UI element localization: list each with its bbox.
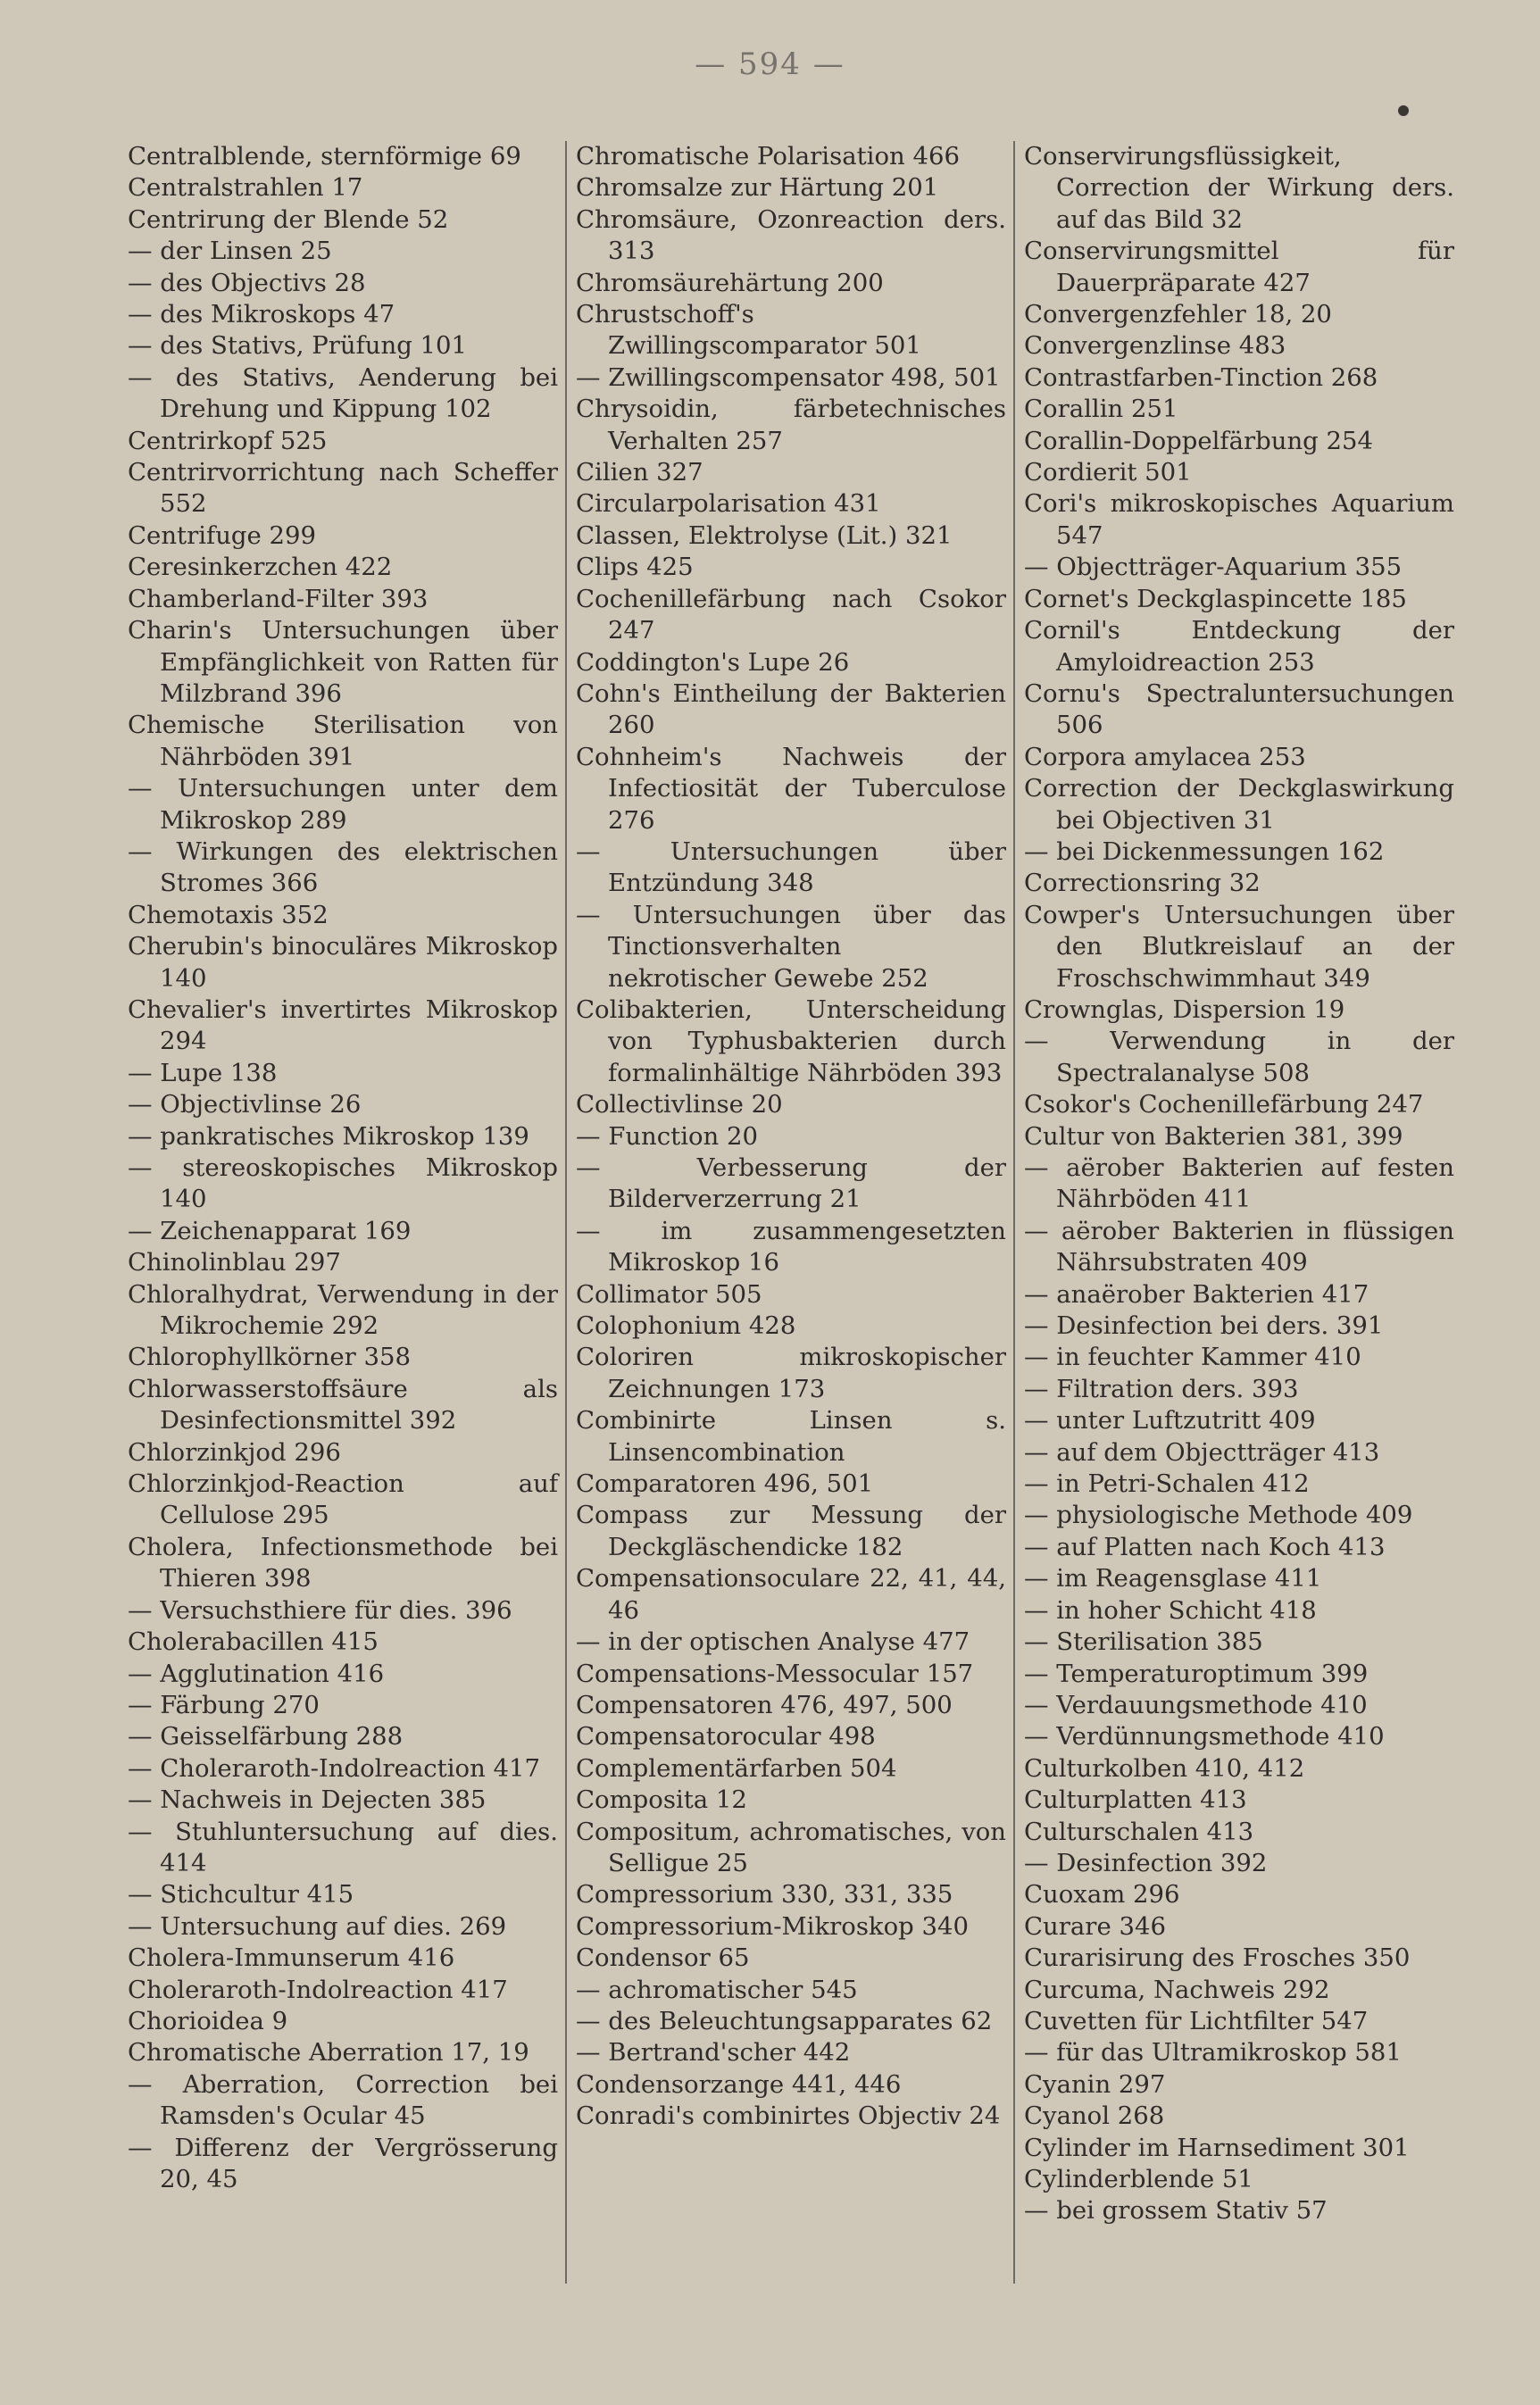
index-entry: — der Linsen 25 <box>128 237 332 266</box>
index-entry: — des Beleuchtungsapparates 62 <box>576 2006 993 2035</box>
index-entry: — Untersuchungen unter dem Mikroskop 289 <box>128 774 558 835</box>
index-entry: Curare 346 <box>1024 1911 1166 1941</box>
index-entry: Cultur von Bakterien 381, 399 <box>1024 1121 1403 1151</box>
index-entry: Conradi's combinirtes Objectiv 24 <box>576 2101 1001 2131</box>
index-entry: Choleraroth-Indolreaction 417 <box>128 1975 508 2004</box>
index-entry: Cherubin's binoculäres Mikroskop 140 <box>128 932 558 993</box>
index-entry: Conservirungsmittel für Dauerpräparate 427 <box>1024 237 1454 297</box>
index-entry: — Verbesserung der Bilderverzerrung 21 <box>576 1153 1006 1214</box>
index-entry: Chemische Sterilisation von Nährböden 391 <box>128 711 558 771</box>
index-entry: — Untersuchungen über Entzündung 348 <box>576 836 1006 898</box>
index-entry: Combinirte Linsen s. Linsencombination <box>576 1406 1006 1467</box>
index-entry: Contrastfarben-Tinction 268 <box>1024 362 1378 392</box>
index-entry: Chemotaxis 352 <box>128 900 329 929</box>
page-number: — 594 — <box>695 46 845 82</box>
index-entry: Cholera, Infectionsmethode bei Thieren 398 <box>128 1532 558 1594</box>
index-entry: Csokor's Cochenillefärbung 247 <box>1024 1090 1424 1119</box>
index-entry: Centrirkopf 525 <box>128 426 328 455</box>
index-entry: Cuoxam 296 <box>1024 1880 1180 1910</box>
index-entry: — in der optischen Analyse 477 <box>576 1627 970 1657</box>
index-entry: Chromsäurehärtung 200 <box>576 268 884 297</box>
index-entry: — des Mikroskops 47 <box>128 300 395 329</box>
index-entry: — Verdauungsmethode 410 <box>1024 1690 1368 1719</box>
index-entry: Collectivlinse 20 <box>576 1090 783 1119</box>
index-entry: Culturschalen 413 <box>1024 1817 1254 1846</box>
index-entry: Cuvetten für Lichtfilter 547 <box>1024 2006 1369 2035</box>
index-column-3 <box>1013 141 1461 2284</box>
index-entry: Centrirvorrichtung nach Scheffer 552 <box>128 458 558 519</box>
index-entry: Cylinder im Harnsediment 301 <box>1024 2133 1410 2162</box>
index-column-1 <box>119 141 565 2284</box>
index-entry: — Differenz der Vergrösserung 20, 45 <box>128 2133 558 2193</box>
index-entry: — Agglutination 416 <box>128 1659 385 1688</box>
index-entry: — Zwillingscompensator 498, 501 <box>576 362 1001 392</box>
index-entry: — im zusammengesetzten Mikroskop 16 <box>576 1216 1006 1277</box>
index-entry: — aërober Bakterien in flüssigen Nährsubstraten 409 <box>1024 1216 1454 1277</box>
index-entry: Centrifuge 299 <box>128 520 317 550</box>
index-entry: Compositum, achromatisches, von Selligue 25 <box>576 1817 1006 1877</box>
index-entry: Chromatische Aberration 17, 19 <box>128 2038 529 2068</box>
index-entry: — Verwendung in der Spectralanalyse 508 <box>1024 1027 1454 1087</box>
index-entry: Condensor 65 <box>576 1943 750 1973</box>
index-entry: Colibakterien, Unterscheidung von Typhusbakterien durch formalinhältige Nährböden 393 <box>576 994 1006 1087</box>
index-entry: Chorioidea 9 <box>128 2006 288 2035</box>
index-entry: Culturplatten 413 <box>1024 1785 1247 1815</box>
index-entry: — physiologische Methode 409 <box>1024 1501 1413 1530</box>
index-entry: Chlorwasserstoffsäure als Desinfectionsmittel 392 <box>128 1374 558 1436</box>
index-entry: — Untersuchung auf dies. 269 <box>128 1911 507 1941</box>
index-entry: Centrirung der Blende 52 <box>128 204 449 234</box>
index-entry: Corpora amylacea 253 <box>1024 742 1306 771</box>
index-entry: — Wirkungen des elektrischen Stromes 366 <box>128 836 558 898</box>
index-entry: Cholerabacillen 415 <box>128 1627 379 1657</box>
index-entry: — in feuchter Kammer 410 <box>1024 1343 1361 1372</box>
index-entry: — Stichcultur 415 <box>128 1880 354 1910</box>
index-entry: — Lupe 138 <box>128 1058 278 1087</box>
index-entry: Compensationsoculare 22, 41, 44, 46 <box>576 1564 1006 1625</box>
index-entry: — Versuchsthiere für dies. 396 <box>128 1595 512 1625</box>
index-entry: Classen, Elektrolyse (Lit.) 321 <box>576 520 953 550</box>
index-entry: Collimator 505 <box>576 1279 762 1309</box>
index-entry: Convergenzlinse 483 <box>1024 331 1286 361</box>
index-entry: — Sterilisation 385 <box>1024 1627 1263 1657</box>
index-entry: — Untersuchungen über das Tinctionsverhalten nekrotischer Gewebe 252 <box>576 900 1006 993</box>
index-entry: Cori's mikroskopisches Aquarium 547 <box>1024 489 1454 550</box>
index-entry: — Objectträger-Aquarium 355 <box>1024 553 1403 582</box>
index-entry: — Choleraroth-Indolreaction 417 <box>128 1753 541 1783</box>
index-column-2 <box>565 141 1013 2284</box>
index-entry: Centralblende, sternförmige 69 <box>128 142 521 171</box>
index-entry: Coddington's Lupe 26 <box>576 647 850 677</box>
index-entry: Chloralhydrat, Verwendung in der Mikrochemie 292 <box>128 1279 558 1341</box>
index-entry: — des Stativs, Prüfung 101 <box>128 331 468 361</box>
index-entry: — aërober Bakterien auf festen Nährböden 411 <box>1024 1153 1454 1214</box>
index-entry: Compensations-Messocular 157 <box>576 1659 974 1688</box>
index-entry: Cylinderblende 51 <box>1024 2165 1253 2193</box>
index-entry: Convergenzfehler 18, 20 <box>1024 300 1332 329</box>
index-entry: — Nachweis in Dejecten 385 <box>128 1785 487 1815</box>
index-entry: Coloriren mikroskopischer Zeichnungen 173 <box>576 1343 1006 1403</box>
index-entry: Cilien 327 <box>576 458 703 487</box>
index-entry: — Geisselfärbung 288 <box>128 1722 404 1752</box>
index-entry: — Filtration ders. 393 <box>1024 1374 1299 1403</box>
index-entry: — unter Luftzutritt 409 <box>1024 1406 1316 1436</box>
index-entry: Cohn's Eintheilung der Bakterien 260 <box>576 678 1006 740</box>
index-entry: Cornu's Spectraluntersuchungen 506 <box>1024 678 1454 740</box>
index-entry: Cholera-Immunserum 416 <box>128 1943 455 1973</box>
index-entry: Cyanol 268 <box>1024 2101 1165 2131</box>
index-entry: Chlorzinkjod-Reaction auf Cellulose 295 <box>128 1469 558 1530</box>
index-entry: — pankratisches Mikroskop 139 <box>128 1121 529 1151</box>
index-entry: Chromatische Polarisation 466 <box>576 142 960 171</box>
index-entry: — auf Platten nach Koch 413 <box>1024 1532 1386 1561</box>
index-entry: Chevalier's invertirtes Mikroskop 294 <box>128 994 558 1056</box>
index-entry: Cyanin 297 <box>1024 2069 1166 2099</box>
index-entry: — des Stativs, Aenderung bei Drehung und Kippung 102 <box>128 362 558 424</box>
index-entry: Comparatoren 496, 501 <box>576 1469 874 1499</box>
index-entry: Correctionsring 32 <box>1024 869 1261 898</box>
index-entry: Chamberland-Filter 393 <box>128 584 429 613</box>
index-entry: Chrustschoff's Zwillingscomparator 501 <box>576 300 921 361</box>
index-entry: — achromatischer 545 <box>576 1975 858 2004</box>
index-entry: Composita 12 <box>576 1785 747 1815</box>
index-entry: — Objectivlinse 26 <box>128 1090 362 1119</box>
index-entry: Condensorzange 441, 446 <box>576 2069 902 2099</box>
index-entry: — auf dem Objectträger 413 <box>1024 1437 1380 1467</box>
index-entry: Corallin-Doppelfärbung 254 <box>1024 426 1373 455</box>
index-entry: — Desinfection bei ders. 391 <box>1024 1311 1384 1341</box>
index-entry: Corallin 251 <box>1024 395 1178 424</box>
index-entry: — bei Dickenmessungen 162 <box>1024 836 1385 866</box>
index-entry: — bei grossem Stativ 57 <box>1024 2196 1328 2226</box>
index-entry: Complementärfarben 504 <box>576 1753 897 1783</box>
index-entry: — im Reagensglase 411 <box>1024 1564 1322 1594</box>
index-entry: Ceresinkerzchen 422 <box>128 553 393 582</box>
index-entry: Charin's Untersuchungen über Empfänglichkeit von Ratten für Milzbrand 396 <box>128 616 558 708</box>
index-entry: Compensatorocular 498 <box>576 1722 876 1752</box>
index-entry: Chrysoidin, färbetechnisches Verhalten 257 <box>576 395 1006 455</box>
index-entry: Chromsalze zur Härtung 201 <box>576 173 939 203</box>
index-entry: Circularpolarisation 431 <box>576 489 881 519</box>
index-entry: — Stuhluntersuchung auf dies. 414 <box>128 1817 558 1877</box>
ink-spot <box>1398 105 1409 116</box>
index-entry: — in Petri-Schalen 412 <box>1024 1469 1310 1499</box>
index-entry: — in hoher Schicht 418 <box>1024 1595 1317 1625</box>
index-entry: Compensatoren 476, 497, 500 <box>576 1690 953 1719</box>
index-entry: Cornet's Deckglaspincette 185 <box>1024 584 1407 613</box>
index-entry: Curarisirung des Frosches 350 <box>1024 1943 1411 1973</box>
index-entry: — Bertrand'scher 442 <box>576 2038 851 2068</box>
index-entry: Chromsäure, Ozonreaction ders. 313 <box>576 204 1006 266</box>
index-entry: Compressorium 330, 331, 335 <box>576 1880 953 1910</box>
index-entry: Cornil's Entdeckung der Amyloidreaction 253 <box>1024 616 1454 677</box>
index-entry: Chinolinblau 297 <box>128 1248 341 1277</box>
index-entry: — stereoskopisches Mikroskop 140 <box>128 1153 558 1214</box>
index-entry: — Verdünnungsmethode 410 <box>1024 1722 1385 1752</box>
index-entry: Chlorophyllkörner 358 <box>128 1343 411 1372</box>
index-entry: Conservirungsflüssigkeit, Correction der Wirkung ders. auf das Bild 32 <box>1024 142 1454 234</box>
index-entry: Cordierit 501 <box>1024 458 1192 487</box>
index-entry: — Aberration, Correction bei Ramsden's Ocular 45 <box>128 2069 558 2131</box>
index-entry: Correction der Deckglaswirkung bei Objectiven 31 <box>1024 774 1454 835</box>
index-entry: Curcuma, Nachweis 292 <box>1024 1975 1330 2004</box>
index-entry: Compass zur Messung der Deckgläschendicke 182 <box>576 1501 1006 1561</box>
index-entry: Colophonium 428 <box>576 1311 796 1341</box>
index-entry: — Temperaturoptimum 399 <box>1024 1659 1369 1688</box>
index-entry: Crownglas, Dispersion 19 <box>1024 994 1345 1024</box>
index-entry: Cochenillefärbung nach Csokor 247 <box>576 584 1006 645</box>
index-columns <box>119 141 1461 2284</box>
index-entry: — Zeichenapparat 169 <box>128 1216 412 1245</box>
index-entry: — Färbung 270 <box>128 1690 320 1719</box>
index-entry: Chlorzinkjod 296 <box>128 1437 341 1467</box>
index-entry: — des Objectivs 28 <box>128 268 366 297</box>
index-entry: — Function 20 <box>576 1121 758 1151</box>
index-entry: Culturkolben 410, 412 <box>1024 1753 1305 1783</box>
index-entry: Clips 425 <box>576 553 694 582</box>
index-entry: — für das Ultramikroskop 581 <box>1024 2038 1402 2068</box>
index-entry: Cohnheim's Nachweis der Infectiosität der Tuberculose 276 <box>576 742 1006 835</box>
index-entry: Compressorium-Mikroskop 340 <box>576 1911 969 1941</box>
index-entry: Centralstrahlen 17 <box>128 173 363 203</box>
index-entry: — Desinfection 392 <box>1024 1848 1268 1877</box>
index-entry: Cowper's Untersuchungen über den Blutkreislauf an der Froschschwimmhaut 349 <box>1024 900 1454 993</box>
index-entry: — anaërober Bakterien 417 <box>1024 1279 1369 1309</box>
